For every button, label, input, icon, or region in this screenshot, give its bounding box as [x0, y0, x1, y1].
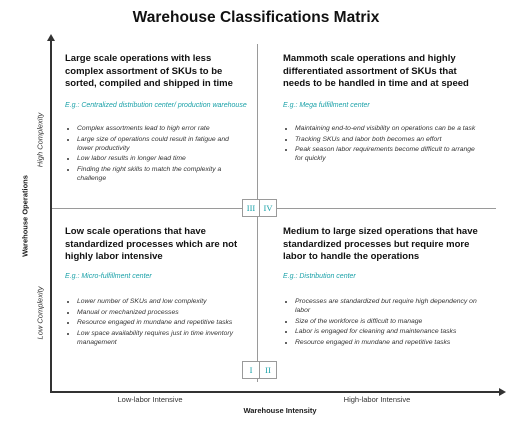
- list-item: • Labor is engaged for cleaning and maintenance tasks: [295, 327, 479, 336]
- y-axis-arrow-icon: [47, 34, 55, 41]
- x-axis-line: [50, 391, 500, 393]
- y-axis-high-label: High Complexity: [35, 112, 45, 168]
- x-axis-low-label: Low-labor Intensive: [117, 395, 183, 404]
- quadrant-example: E.g.: Micro-fulfillment center: [65, 272, 152, 280]
- quadrant-bottom-right: [283, 226, 479, 348]
- quadrant-example: E.g.: Mega fulfillment center: [283, 101, 370, 109]
- list-item: • Processes are standardized but require high dependency on labor: [295, 297, 479, 315]
- list-item: • Maintaining end-to-end visibility on operations can be a task: [295, 124, 479, 133]
- list-item: • Resource engaged in mundane and repetitive tasks: [77, 318, 247, 327]
- list-item: • Manual or mechanized processes: [77, 308, 247, 317]
- quadrant-bullets: [65, 297, 247, 347]
- quadrant-heading: Medium to large sized operations that have standardized processes but require more labor to handle the operations: [283, 226, 478, 262]
- list-item: • Complex assortments lead to high error rate: [77, 124, 247, 133]
- x-axis-high-label: High-labor Intensive: [343, 395, 411, 404]
- list-item: • Lower number of SKUs and low complexity: [77, 297, 247, 306]
- list-item: • Low space availability requires just in time inventory management: [77, 329, 247, 347]
- quadrant-top-right: [283, 53, 479, 165]
- quadrant-heading: Low scale operations that have standardized processes which are not highly labor intensive: [65, 226, 238, 262]
- y-axis-title: Warehouse Operations: [20, 175, 30, 257]
- quadrant-heading: Mammoth scale operations and highly differentiated assortment of SKUs that needs to be handled in time and at speed: [283, 53, 469, 89]
- list-item: • Large size of operations could result in fatigue and lower productivity: [77, 135, 247, 153]
- quadrant-example: E.g.: Centralized distribution center/ production warehouse: [65, 101, 247, 109]
- x-axis-title: Warehouse Intensity: [243, 406, 317, 415]
- y-axis-low-label: Low Complexity: [35, 286, 45, 340]
- list-item: • Tracking SKUs and labor both becomes an effort: [295, 135, 479, 144]
- quadrant-marker-top: [242, 199, 277, 217]
- x-axis-arrow-icon: [499, 388, 506, 396]
- marker-ii: II: [259, 362, 276, 378]
- quadrant-top-left: [65, 53, 247, 184]
- y-axis-line: [50, 40, 52, 392]
- marker-iv: IV: [259, 200, 276, 216]
- list-item: • Finding the right skills to match the complexity a challenge: [77, 165, 247, 183]
- quadrant-marker-bottom: [242, 361, 277, 379]
- list-item: • Size of the workforce is difficult to manage: [295, 317, 479, 326]
- list-item: • Low labor results in longer lead time: [77, 154, 247, 163]
- quadrant-bottom-left: [65, 226, 247, 348]
- quadrant-heading: Large scale operations with less complex assortment of SKUs to be sorted, compiled and shipped in time: [65, 53, 233, 89]
- quadrant-bullets: [283, 297, 479, 347]
- marker-iii: III: [246, 203, 256, 213]
- quadrant-bullets: [65, 124, 247, 183]
- list-item: • Peak season labor requirements become difficult to arrange for quickly: [295, 145, 479, 163]
- matrix-title: Warehouse Classifications Matrix: [132, 9, 380, 26]
- list-item: • Resource engaged in mundane and repetitive tasks: [295, 338, 479, 347]
- quadrant-example: E.g.: Distribution center: [283, 272, 356, 280]
- marker-i: I: [249, 365, 253, 375]
- quadrant-bullets: [283, 124, 479, 163]
